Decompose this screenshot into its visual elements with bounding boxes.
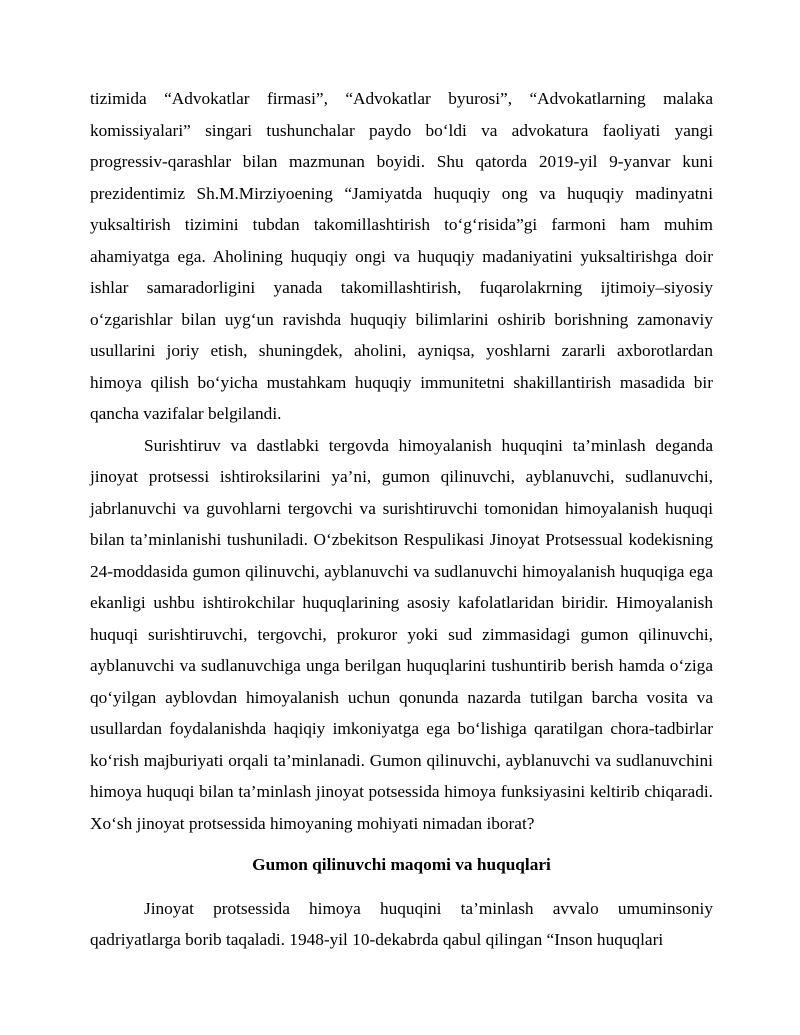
paragraph-defense-rights: Surishtiruv va dastlabki tergovda himoyalanish huquqini ta’minlash deganda jinoyat protsessi ishtiroksilarini ya’ni, gumon qilinuvchi, ayblanuvchi, sudlanuvchi, jabrlanuvchi va guvohlarni tergovchi va surishtiruvchi tomonidan himoyalanish huquqi bilan ta’minlanishi tushuniladi. O‘zbekitson Respulikasi Jinoyat Protsessual kodekisning 24-moddasida gumon qilinuvchi, ayblanuvchi va sudlanuvchi himoyalanish huquqiga ega ekanligi ushbu ishtirokchilar huquqlarining asosiy kafolatlaridan biridir. Himoyalanish huquqi surishtiruvchi, tergovchi, prokuror yoki sud zimmasidagi gumon qilinuvchi, ayblanuvchi va sudlanuvchiga unga berilgan huquqlarini tushuntirib berish hamda o‘ziga qo‘yilgan ayblovdan himoyalanish uchun qonunda nazarda tutilgan barcha vosita va usullardan foydalanishda haqiqiy imkoniyatga ega bo‘lishiga qaratilgan chora-tadbirlar ko‘rish majburiyati orqali ta’minlanadi. Gumon qilinuvchi, ayblanuvchi va sudlanuvchini himoya huquqi bilan ta’minlash jinoyat potsessida himoya funksiyasini keltirib chiqaradi. Xo‘sh jinoyat protsessida himoyaning mohiyati nimadan iborat? bbox=[90, 435, 713, 833]
paragraph-continuation: tizimida “Advokatlar firmasi”, “Advokatlar byurosi”, “Advokatlarning malaka komissiyalari” singari tushunchalar paydo bo‘ldi va advokatura faoliyati yangi progressiv-qarashlar bilan mazmunan boyidi. Shu qatorda 2019-yil 9-yanvar kuni prezidentimiz Sh.M.Mirziyoening “Jamiyatda huquqiy ong va huquqiy madinyatni yuksaltirish tizimini tubdan takomillashtirish to‘g‘risida”gi farmoni ham muhim ahamiyatga ega. Aholining huquqiy ongi va huquqiy madaniyatini yuksaltirishga doir ishlar samaradorligini yanada takomillashtirish, fuqarolakrning ijtimoiy–siyosiy o‘zgarishlar bilan uyg‘un ravishda huquqiy bilimlarini oshirib borishning zamonaviy usullarini joriy etish, shuningdek, aholini, ayniqsa, yoshlarni zararli axborotlardan himoya qilish bo‘yicha mustahkam huquqiy immunitetni shakillantirish masadida bir qancha vazifalar belgilandi. bbox=[90, 89, 713, 423]
paragraph-final: Jinoyat protsessida himoya huquqini ta’minlash avvalo umuminsoniy qadriyatlarga borib taqaladi. 1948-yil 10-dekabrda qabul qilingan “Inson huquqlari bbox=[90, 898, 713, 949]
section-heading: Gumon qilinuvchi maqomi va huquqlari bbox=[252, 855, 551, 874]
document-page bbox=[90, 83, 713, 956]
